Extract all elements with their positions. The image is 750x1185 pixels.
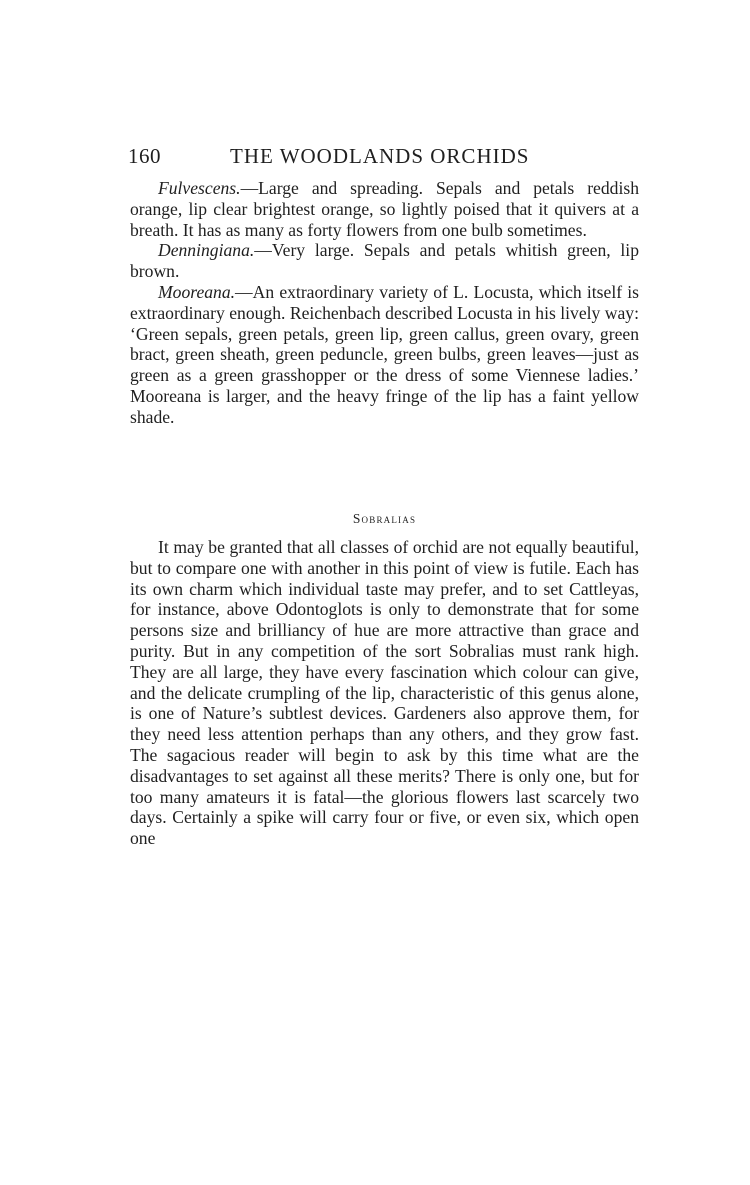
page-number: 160 bbox=[128, 144, 161, 168]
variety-descriptions bbox=[130, 178, 639, 428]
variety-description: —Very large. Sepals and petals whitish green, lip brown. bbox=[130, 240, 639, 282]
variety-paragraph-denningiana bbox=[130, 240, 639, 282]
variety-description: —An extraordinary variety of L. Locusta, which itself is extraordinary enough. Reichenbach described Locusta in his lively way: ‘Green sepals, green petals, green lip, green callus, green ovary, green bract, green sheath, green peduncle, green bulbs, green leaves—just as green as a green grasshopper or the dress of some Viennese ladies.’ Mooreana is larger, and the heavy fringe of the lip has a faint yellow shade. bbox=[130, 281, 639, 427]
variety-paragraph-mooreana bbox=[130, 282, 639, 428]
running-title: THE WOODLANDS ORCHIDS bbox=[230, 144, 530, 168]
variety-name: Denningiana. bbox=[158, 240, 255, 261]
variety-paragraph-fulvescens bbox=[130, 178, 639, 240]
variety-name: Mooreana. bbox=[158, 281, 236, 302]
variety-description: —Large and spreading. Sepals and petals reddish orange, lip clear brightest orange, so lightly poised that it quivers at a breath. It has as many as forty flowers from one bulb sometimes. bbox=[130, 178, 639, 240]
section-heading: Sobralias bbox=[352, 511, 417, 526]
page-header bbox=[128, 140, 640, 172]
section-body bbox=[130, 537, 639, 849]
variety-name: Fulvescens. bbox=[158, 178, 241, 198]
section-paragraph: It may be granted that all classes of orchid are not equally beautiful, but to compare one with another in this point of view is futile. Each has its own charm which individual taste may prefer, and to set Cattleyas, for instance, above Odontoglots is only to demonstrate that for some persons size and brilliancy of hue are more attractive than grace and purity. But in any competition of the sort Sobralias must rank high. They are all large, they have every fascination which colour can give, and the delicate crumpling of the lip, characteristic of this genus alone, is one of Nature’s subtlest devices. Gardeners also approve them, for they need less attention perhaps than any others, and they grow fast. The sagacious reader will begin to ask by this time what are the disadvantages to set against all these merits? There is only one, but for too many amateurs it is fatal—the glorious flowers last scarcely two days. Certainly a spike will carry four or five, or even six, which open one bbox=[130, 537, 639, 849]
